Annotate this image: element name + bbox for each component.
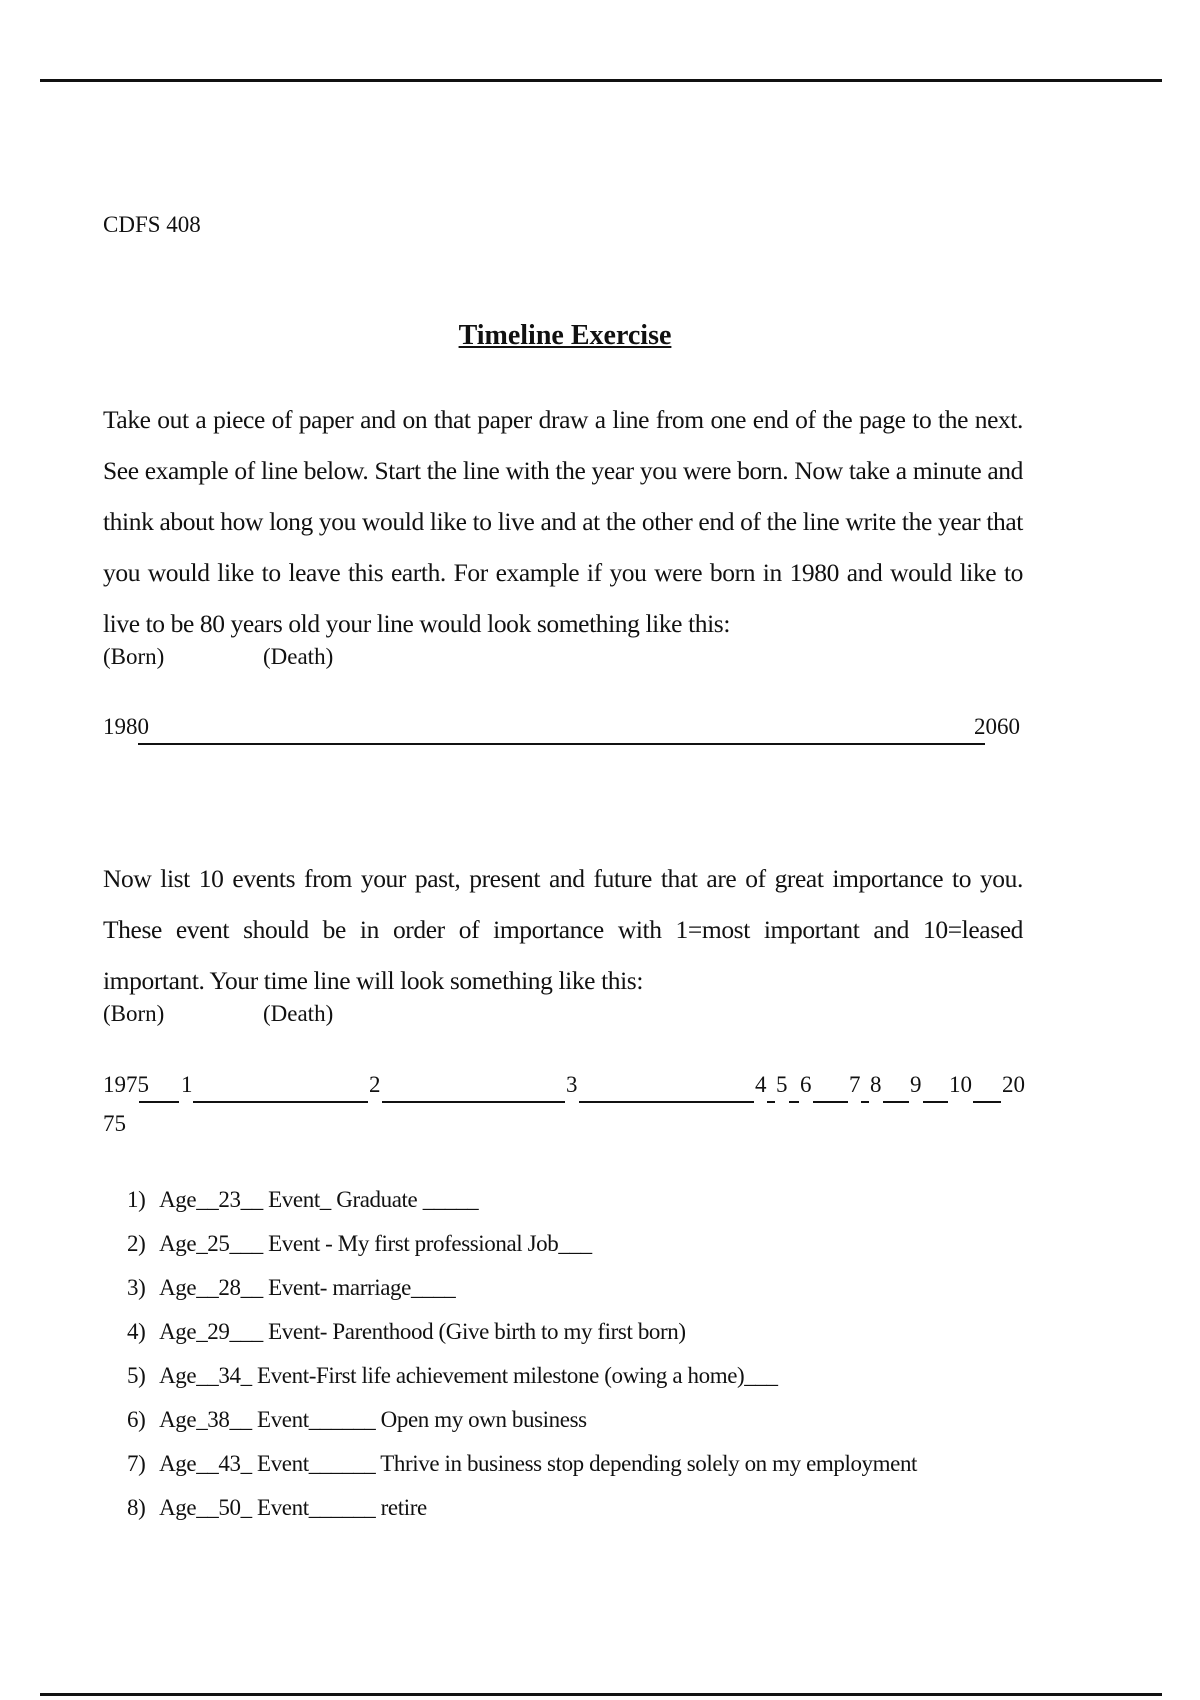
timeline2-segment (193, 1101, 368, 1103)
timeline2-segment (883, 1101, 909, 1103)
list-item: 3) Age__28__ Event- marriage____ (127, 1275, 456, 1300)
list-item: 1) Age__23__ Event_ Graduate _____ (127, 1187, 479, 1212)
death-label-1: (Death) (263, 644, 334, 669)
timeline2-segment (382, 1101, 565, 1103)
timeline2-segment (973, 1101, 1001, 1103)
list-item: 4) Age_29___ Event- Parenthood (Give birth to my first born) (127, 1319, 686, 1344)
example-timeline-2 (103, 1072, 1025, 1108)
events-list (127, 1185, 917, 1537)
list-item: 8) Age__50_ Event______ retire (127, 1495, 427, 1520)
timeline-end-year: 2060 (974, 714, 1020, 739)
timeline2-end-year: 20 (1002, 1072, 1025, 1097)
top-rule (40, 79, 1162, 82)
timeline2-segment (579, 1101, 754, 1103)
death-label-2: (Death) (263, 1001, 334, 1026)
timeline2-marker: 7 (849, 1072, 861, 1097)
timeline2-marker: 1 (181, 1072, 193, 1097)
timeline2-segment (139, 1101, 179, 1103)
born-label-2: (Born) (103, 1001, 165, 1026)
events-instruction: Now list 10 events from your past, present and future that are of great importance to you. These event should be in order of importance with 1=most important and 10=leased important. Your time line will look something like this: (103, 864, 1023, 995)
timeline2-marker: 6 (800, 1072, 812, 1097)
list-item: 6) Age_38__ Event______ Open my own business (127, 1407, 587, 1432)
intro-paragraph: Take out a piece of paper and on that paper draw a line from one end of the page to the next. See example of line below. Start the line with the year you were born. Now take a minute and think about how long you would like to live and at the other end of the line write the year that you would like to leave this earth. For example if you were born in 1980 and would like to live to be 80 years old your line would look something like this: (103, 405, 1023, 638)
timeline2-segment (861, 1101, 869, 1103)
timeline2-marker: 5 (776, 1072, 788, 1097)
bottom-rule (40, 1693, 1162, 1696)
timeline2-segment (813, 1101, 848, 1103)
example-timeline-1 (103, 714, 1020, 748)
born-label-1: (Born) (103, 644, 165, 669)
timeline2-end-year-wrap: 75 (103, 1111, 126, 1136)
course-code: CDFS 408 (103, 212, 201, 237)
timeline2-marker: 2 (369, 1072, 381, 1097)
list-item: 2) Age_25___ Event - My first professional Job___ (127, 1231, 592, 1256)
page-title: Timeline Exercise (458, 320, 672, 351)
timeline-start-year: 1980 (103, 714, 149, 739)
timeline2-marker: 9 (910, 1072, 922, 1097)
timeline2-segment (789, 1101, 799, 1103)
timeline2-start-year: 1975 (103, 1072, 149, 1097)
list-item: 5) Age__34_ Event-First life achievement milestone (owing a home)___ (127, 1363, 778, 1388)
timeline2-marker: 4 (755, 1072, 767, 1097)
timeline2-segment (767, 1101, 775, 1103)
timeline2-marker: 8 (870, 1072, 882, 1097)
timeline2-marker: 3 (566, 1072, 578, 1097)
timeline2-segment (923, 1101, 948, 1103)
list-item: 7) Age__43_ Event______ Thrive in business stop depending solely on my employment (127, 1451, 918, 1476)
timeline-line (138, 743, 985, 745)
timeline2-marker: 10 (949, 1072, 972, 1097)
